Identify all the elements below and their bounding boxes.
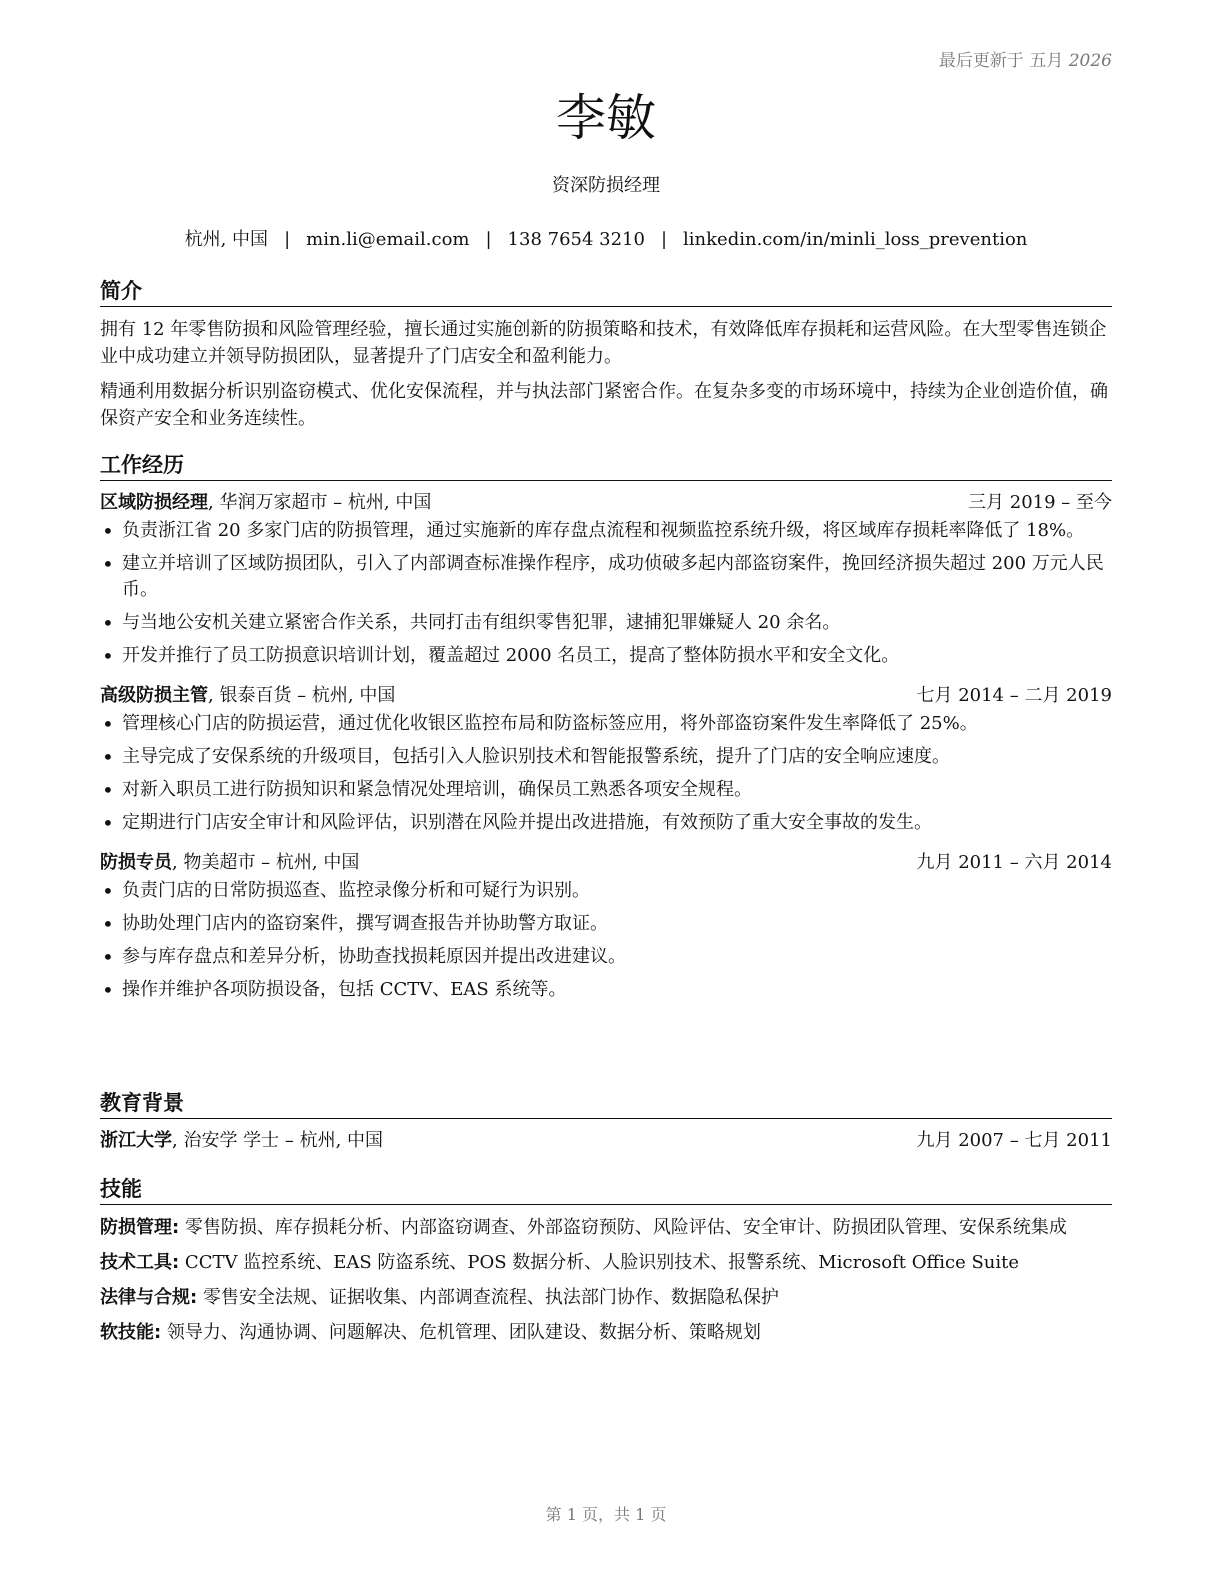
job-entry — [100, 490, 1112, 669]
contact-separator: | — [284, 229, 291, 250]
education-entry — [100, 1128, 1112, 1154]
contact-email[interactable]: min.li@email.com — [306, 229, 470, 250]
list-item: • 开发并推行了员工防损意识培训计划，覆盖超过 2000 名员工，提高了整体防损水平和安全文化。 — [100, 643, 1112, 669]
skill-value: 领导力、沟通协调、问题解决、危机管理、团队建设、数据分析、策略规划 — [161, 1322, 761, 1343]
job-header — [100, 490, 1112, 516]
list-item: • 负责浙江省 20 多家门店的防损管理，通过实施新的库存盘点流程和视频监控系统升级，将区域库存损耗率降低了 18%。 — [100, 518, 1112, 544]
skill-value: CCTV 监控系统、EAS 防盗系统、POS 数据分析、人脸识别技术、报警系统、Microsoft Office Suite — [179, 1252, 1020, 1273]
education-dates: 九月 2007 – 七月 2011 — [916, 1130, 1112, 1151]
contact-separator: | — [660, 229, 668, 250]
skill-value: 零售防损、库存损耗分析、内部盗窃调查、外部盗窃预防、风险评估、安全审计、防损团队管理、安保系统集成 — [179, 1217, 1067, 1238]
headline: 资深防损经理 — [552, 175, 660, 196]
list-item: • 建立并培训了区域防损团队，引入了内部调查标准操作程序，成功侦破多起内部盗窃案件，挽回经济损失超过 200 万元人民币。 — [100, 551, 1112, 603]
skill-row — [100, 1249, 1112, 1276]
list-item: • 定期进行门店安全审计和风险评估，识别潜在风险并提出改进措施，有效预防了重大安全事故的发生。 — [100, 810, 1112, 836]
last-updated: 最后更新于 五月 2026 — [938, 51, 1112, 71]
job-header — [100, 850, 1112, 876]
education-section — [100, 1090, 1112, 1154]
skill-label: 防损管理: — [100, 1217, 180, 1238]
list-item: • 操作并维护各项防损设备，包括 CCTV、EAS 系统等。 — [100, 977, 1112, 1003]
list-item: • 协助处理门店内的盗窃案件，撰写调查报告并协助警方取证。 — [100, 911, 1112, 937]
degree-detail: , 治安学 学士 – 杭州, 中国 — [172, 1130, 384, 1151]
school-name: 浙江大学 — [100, 1130, 172, 1151]
skill-row — [100, 1214, 1112, 1241]
skill-value: 零售安全法规、证据收集、内部调查流程、执法部门协作、数据隐私保护 — [197, 1287, 779, 1308]
summary-paragraph: 精通利用数据分析识别盗窃模式、优化安保流程，并与执法部门紧密合作。在复杂多变的市场环境中，持续为企业创造价值，确保资产安全和业务连续性。 — [100, 381, 1108, 429]
job-bullets — [100, 711, 1112, 836]
summary-paragraph: 拥有 12 年零售防损和风险管理经验，擅长通过实施创新的防损策略和技术，有效降低库存损耗和运营风险。在大型零售连锁企业中成功建立并领导防损团队，显著提升了门店安全和盈利能力。 — [100, 319, 1107, 367]
list-item: • 主导完成了安保系统的升级项目，包括引入人脸识别技术和智能报警系统，提升了门店的安全响应速度。 — [100, 744, 1112, 770]
contact-separator: | — [485, 229, 492, 250]
job-entry — [100, 683, 1112, 836]
list-item: • 管理核心门店的防损运营，通过优化收银区监控布局和防盗标签应用，将外部盗窃案件发生率降低了 25%。 — [100, 711, 1112, 737]
experience-section — [100, 452, 1112, 1017]
job-header — [100, 683, 1112, 709]
job-role: 区域防损经理 — [100, 492, 208, 513]
list-item: • 对新入职员工进行防损知识和紧急情况处理培训，确保员工熟悉各项安全规程。 — [100, 777, 1112, 803]
job-org: , 物美超市 – 杭州, 中国 — [172, 852, 360, 873]
skill-label: 软技能: — [100, 1322, 162, 1343]
section-title-education: 教育背景 — [100, 1090, 1112, 1119]
resume-page — [100, 0, 1112, 1584]
job-bullets — [100, 518, 1112, 669]
contact-location: 杭州, 中国 — [184, 229, 269, 250]
list-item: • 参与库存盘点和差异分析，协助查找损耗原因并提出改进建议。 — [100, 944, 1112, 970]
list-item: • 与当地公安机关建立紧密合作关系，共同打击有组织零售犯罪，逮捕犯罪嫌疑人 20 余名。 — [100, 610, 1112, 636]
contact-linkedin[interactable]: linkedin.com/in/minli_loss_prevention — [683, 229, 1028, 250]
contact-phone[interactable]: 138 7654 3210 — [507, 229, 645, 250]
job-bullets — [100, 878, 1112, 1003]
job-org: , 银泰百货 – 杭州, 中国 — [208, 685, 396, 706]
section-title-experience: 工作经历 — [100, 452, 1112, 481]
person-name: 李敏 — [556, 89, 656, 147]
job-role: 防损专员 — [100, 852, 172, 873]
job-dates: 九月 2011 – 六月 2014 — [916, 852, 1112, 873]
page-footer: 第 1 页，共 1 页 — [545, 1505, 667, 1524]
skill-label: 法律与合规: — [100, 1287, 198, 1308]
job-entry — [100, 850, 1112, 1003]
job-dates: 三月 2019 – 至今 — [968, 492, 1112, 513]
skill-label: 技术工具: — [100, 1252, 180, 1273]
job-dates: 七月 2014 – 二月 2019 — [916, 685, 1112, 706]
skill-row — [100, 1319, 1112, 1346]
contact-line — [100, 225, 1112, 251]
job-org: , 华润万家超市 – 杭州, 中国 — [208, 492, 432, 513]
list-item: • 负责门店的日常防损巡查、监控录像分析和可疑行为识别。 — [100, 878, 1112, 904]
skills-section — [100, 1176, 1112, 1354]
summary-section — [100, 278, 1112, 440]
section-title-skills: 技能 — [100, 1176, 1112, 1205]
job-role: 高级防损主管 — [100, 685, 208, 706]
section-title-summary: 简介 — [100, 278, 1112, 307]
skill-row — [100, 1284, 1112, 1311]
